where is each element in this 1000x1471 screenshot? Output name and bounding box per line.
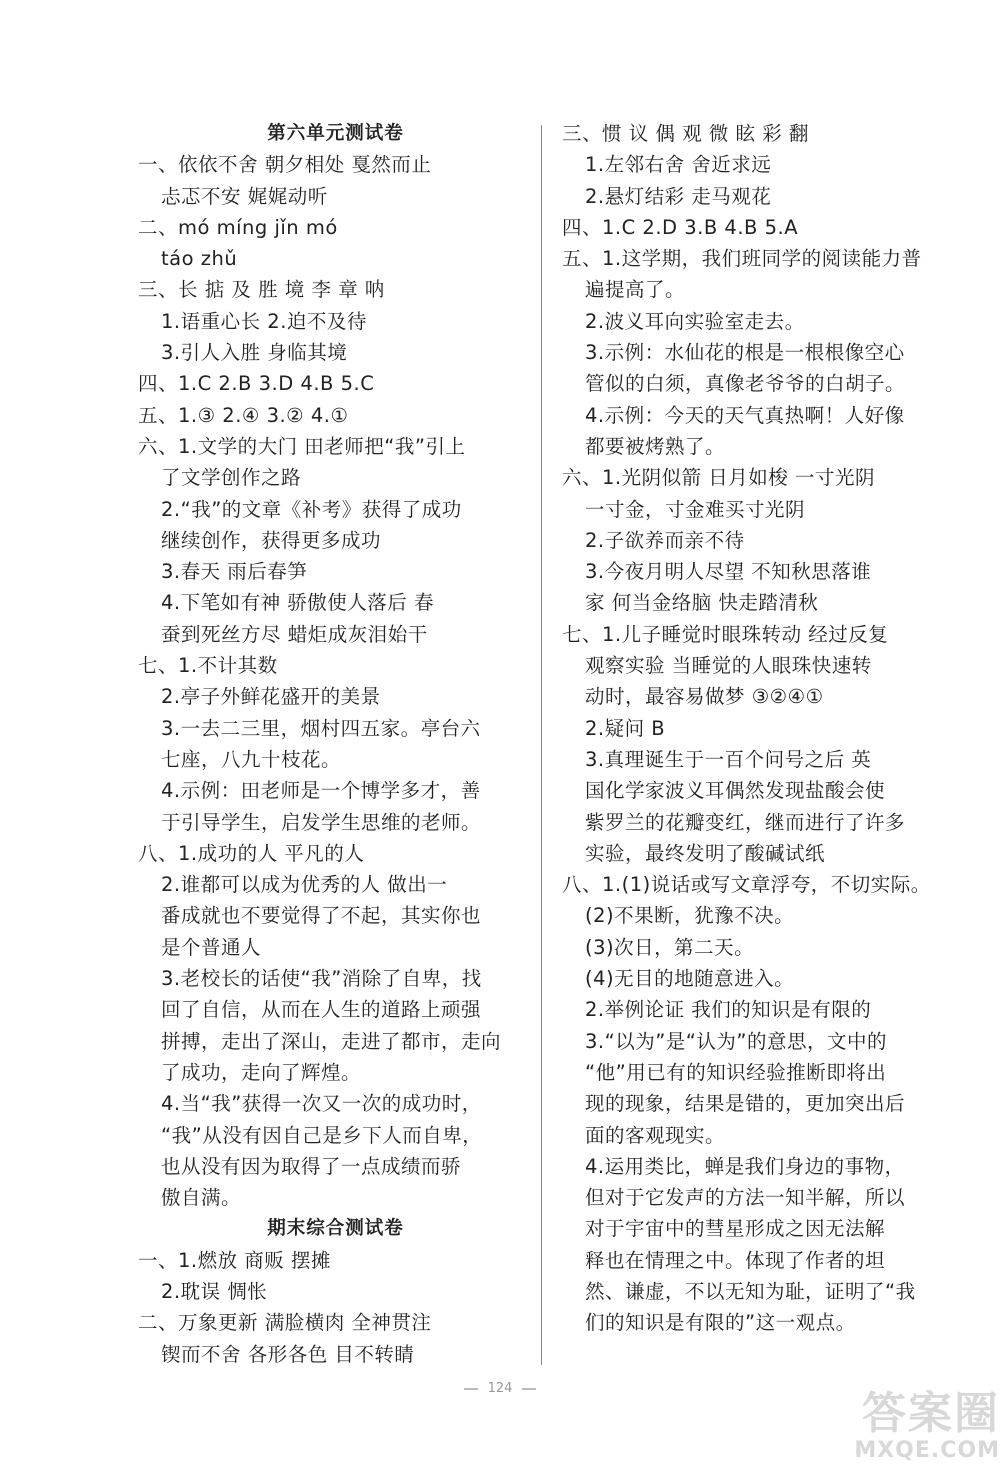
answer-line: 3.真理诞生于一百个问号之后 英	[585, 747, 872, 771]
answer-line: 2.“我”的文章《补考》获得了成功	[161, 497, 462, 521]
answer-line: 六、1.光阴似箭 日月如梭 一寸光阴	[562, 466, 876, 490]
answer-line: 忐忑不安 娓娓动听	[161, 184, 328, 208]
answer-line: 一、1.燃放 商贩 摆摊	[138, 1248, 332, 1272]
answer-line: 3.老校长的话使“我”消除了自卑，找	[161, 967, 482, 991]
answer-line: 4.示例：田老师是一个博学多才，善	[161, 779, 481, 803]
answer-line: 然、谦虚，不以无知为耻，证明了“我	[585, 1279, 916, 1303]
section-title: 期末综合测试卷	[267, 1218, 404, 1240]
answer-line: 一寸金，寸金难买寸光阴	[585, 497, 806, 521]
watermark-logo: 答案圈	[862, 1388, 1000, 1439]
answer-line: 四、1.C 2.B 3.D 4.B 5.C	[138, 372, 375, 396]
answer-line: 2.亭子外鲜花盛开的美景	[161, 685, 381, 709]
answer-line: 2.子欲养而亲不待	[585, 528, 745, 552]
answer-line: 二、mó míng jǐn mó	[138, 215, 338, 239]
answer-line: 4.示例：今天的天气真热啊！人好像	[585, 403, 905, 427]
answer-line: 4.运用类比，蝉是我们身边的事物，	[585, 1154, 905, 1178]
answer-line: 七、1.儿子睡觉时眼珠转动 经过反复	[562, 622, 889, 646]
answer-line: 也从没有因为取得了一点成绩而骄	[161, 1154, 462, 1178]
answer-line: 管似的白须，真像老爷爷的白胡子。	[585, 372, 906, 396]
right-column	[562, 118, 932, 1339]
answer-line: “他”用已有的知识经验推断即将出	[585, 1060, 887, 1084]
answer-line: 2.疑问 B	[585, 716, 666, 740]
answer-line: 们的知识是有限的”这一观点。	[585, 1311, 856, 1335]
answer-line: 3.“以为”是“认为”的意思，文中的	[585, 1029, 888, 1053]
answer-line: 三、长 掂 及 胜 境 李 章 呐	[138, 278, 385, 302]
answer-line: 回了自信，从而在人生的道路上顽强	[161, 998, 482, 1022]
answer-line: 2.谁都可以成为优秀的人 做出一	[161, 873, 448, 897]
answer-line: 四、1.C 2.D 3.B 4.B 5.A	[562, 215, 799, 239]
answer-line: 2.波义耳向实验室走去。	[585, 309, 805, 333]
answer-line: (4)无目的地随意进入。	[585, 967, 795, 991]
watermark-url: MXQE.COM	[854, 1438, 1000, 1463]
page-number: 124	[470, 1378, 530, 1400]
answer-line: 三、惯 议 偶 观 微 眩 彩 翻	[562, 122, 809, 145]
answer-line: 3.一去二三里，烟村四五家。亭台六	[161, 716, 481, 740]
answer-line: 了成功，走向了辉煌。	[161, 1060, 362, 1084]
answer-line: 锲而不舍 各形各色 目不转睛	[161, 1342, 415, 1366]
answer-line: 1.左邻右舍 舍近求远	[585, 153, 772, 177]
answer-line: 继续创作，获得更多成功	[161, 528, 382, 552]
answer-line: “我”从没有因自己是乡下人而自卑，	[161, 1123, 483, 1147]
answer-line: 于引导学生，启发学生思维的老师。	[161, 810, 482, 834]
answer-line: 观察实验 当睡觉的人眼珠快速转	[585, 654, 872, 678]
answer-line: 了文学创作之路	[161, 466, 302, 490]
answer-line: 现的现象，结果是错的，更加突出后	[585, 1092, 906, 1116]
answer-line: (3)次日，第二天。	[585, 935, 755, 959]
section-title: 第六单元测试卷	[267, 123, 404, 144]
answer-line: 动时，最容易做梦 ③②④①	[585, 685, 824, 709]
answer-line: 3.今夜月明人尽望 不知秋思落谁	[585, 560, 872, 584]
answer-line: 傲自满。	[161, 1186, 242, 1210]
answer-line: 蚕到死丝方尽 蜡炬成灰泪始干	[161, 622, 428, 646]
answer-line: 六、1.文学的大门 田老师把“我”引上	[138, 434, 466, 458]
column-divider	[541, 125, 542, 1365]
answer-line: táo zhǔ	[161, 247, 238, 271]
left-column	[138, 118, 533, 1370]
answer-line: 都要被烤熟了。	[585, 434, 726, 458]
answer-line: 七座，八九十枝花。	[161, 747, 342, 771]
answer-line: 3.引人入胜 身临其境	[161, 341, 348, 365]
answer-line: 4.下笔如有神 骄傲使人落后 春	[161, 591, 435, 615]
answer-line: 但对于它发声的方法一知半解，所以	[585, 1186, 906, 1210]
answer-line: 二、万象更新 满脸横肉 全神贯注	[138, 1311, 432, 1335]
answer-line: 七、1.不计其数	[138, 654, 278, 678]
answer-line: 3.示例：水仙花的根是一根根像空心	[585, 341, 905, 365]
answer-line: 八、1.成功的人 平凡的人	[138, 841, 365, 865]
answer-line: 拼搏，走出了深山，走进了都市，走向	[161, 1029, 502, 1053]
answer-line: 紫罗兰的花瓣变红，继而进行了许多	[585, 810, 906, 834]
answer-line: 番成就也不要觉得了不起，其实你也	[161, 904, 482, 928]
answer-line: 面的客观现实。	[585, 1123, 726, 1147]
answer-line: 八、1.(1)说话或写文章浮夸，不切实际。	[562, 873, 931, 897]
answer-line: 2.悬灯结彩 走马观花	[585, 184, 772, 208]
answer-line: 2.耽误 惆怅	[161, 1279, 268, 1303]
answer-line: 五、1.这学期，我们班同学的阅读能力普	[562, 247, 922, 271]
answer-line: (2)不果断，犹豫不决。	[585, 904, 795, 928]
answer-line: 五、1.③ 2.④ 3.② 4.①	[138, 403, 349, 427]
answer-line: 3.春天 雨后春笋	[161, 560, 308, 584]
answer-line: 2.举例论证 我们的知识是有限的	[585, 998, 872, 1022]
answer-line: 家 何当金络脑 快走踏清秋	[585, 591, 819, 615]
answer-line: 对于宇宙中的彗星形成之因无法解	[585, 1217, 886, 1241]
answer-line: 1.语重心长 2.迫不及待	[161, 309, 367, 333]
answer-line: 释也在情理之中。体现了作者的坦	[585, 1248, 886, 1272]
answer-line: 实验，最终发明了酸碱试纸	[585, 841, 826, 865]
answer-line: 是个普通人	[161, 935, 262, 959]
answer-line: 一、依依不舍 朝夕相处 戛然而止	[138, 153, 432, 177]
answer-line: 遍提高了。	[585, 278, 686, 302]
answer-line: 国化学家波义耳偶然发现盐酸会使	[585, 779, 886, 803]
watermark	[770, 1390, 1000, 1470]
answer-line: 4.当“我”获得一次又一次的成功时，	[161, 1092, 482, 1116]
